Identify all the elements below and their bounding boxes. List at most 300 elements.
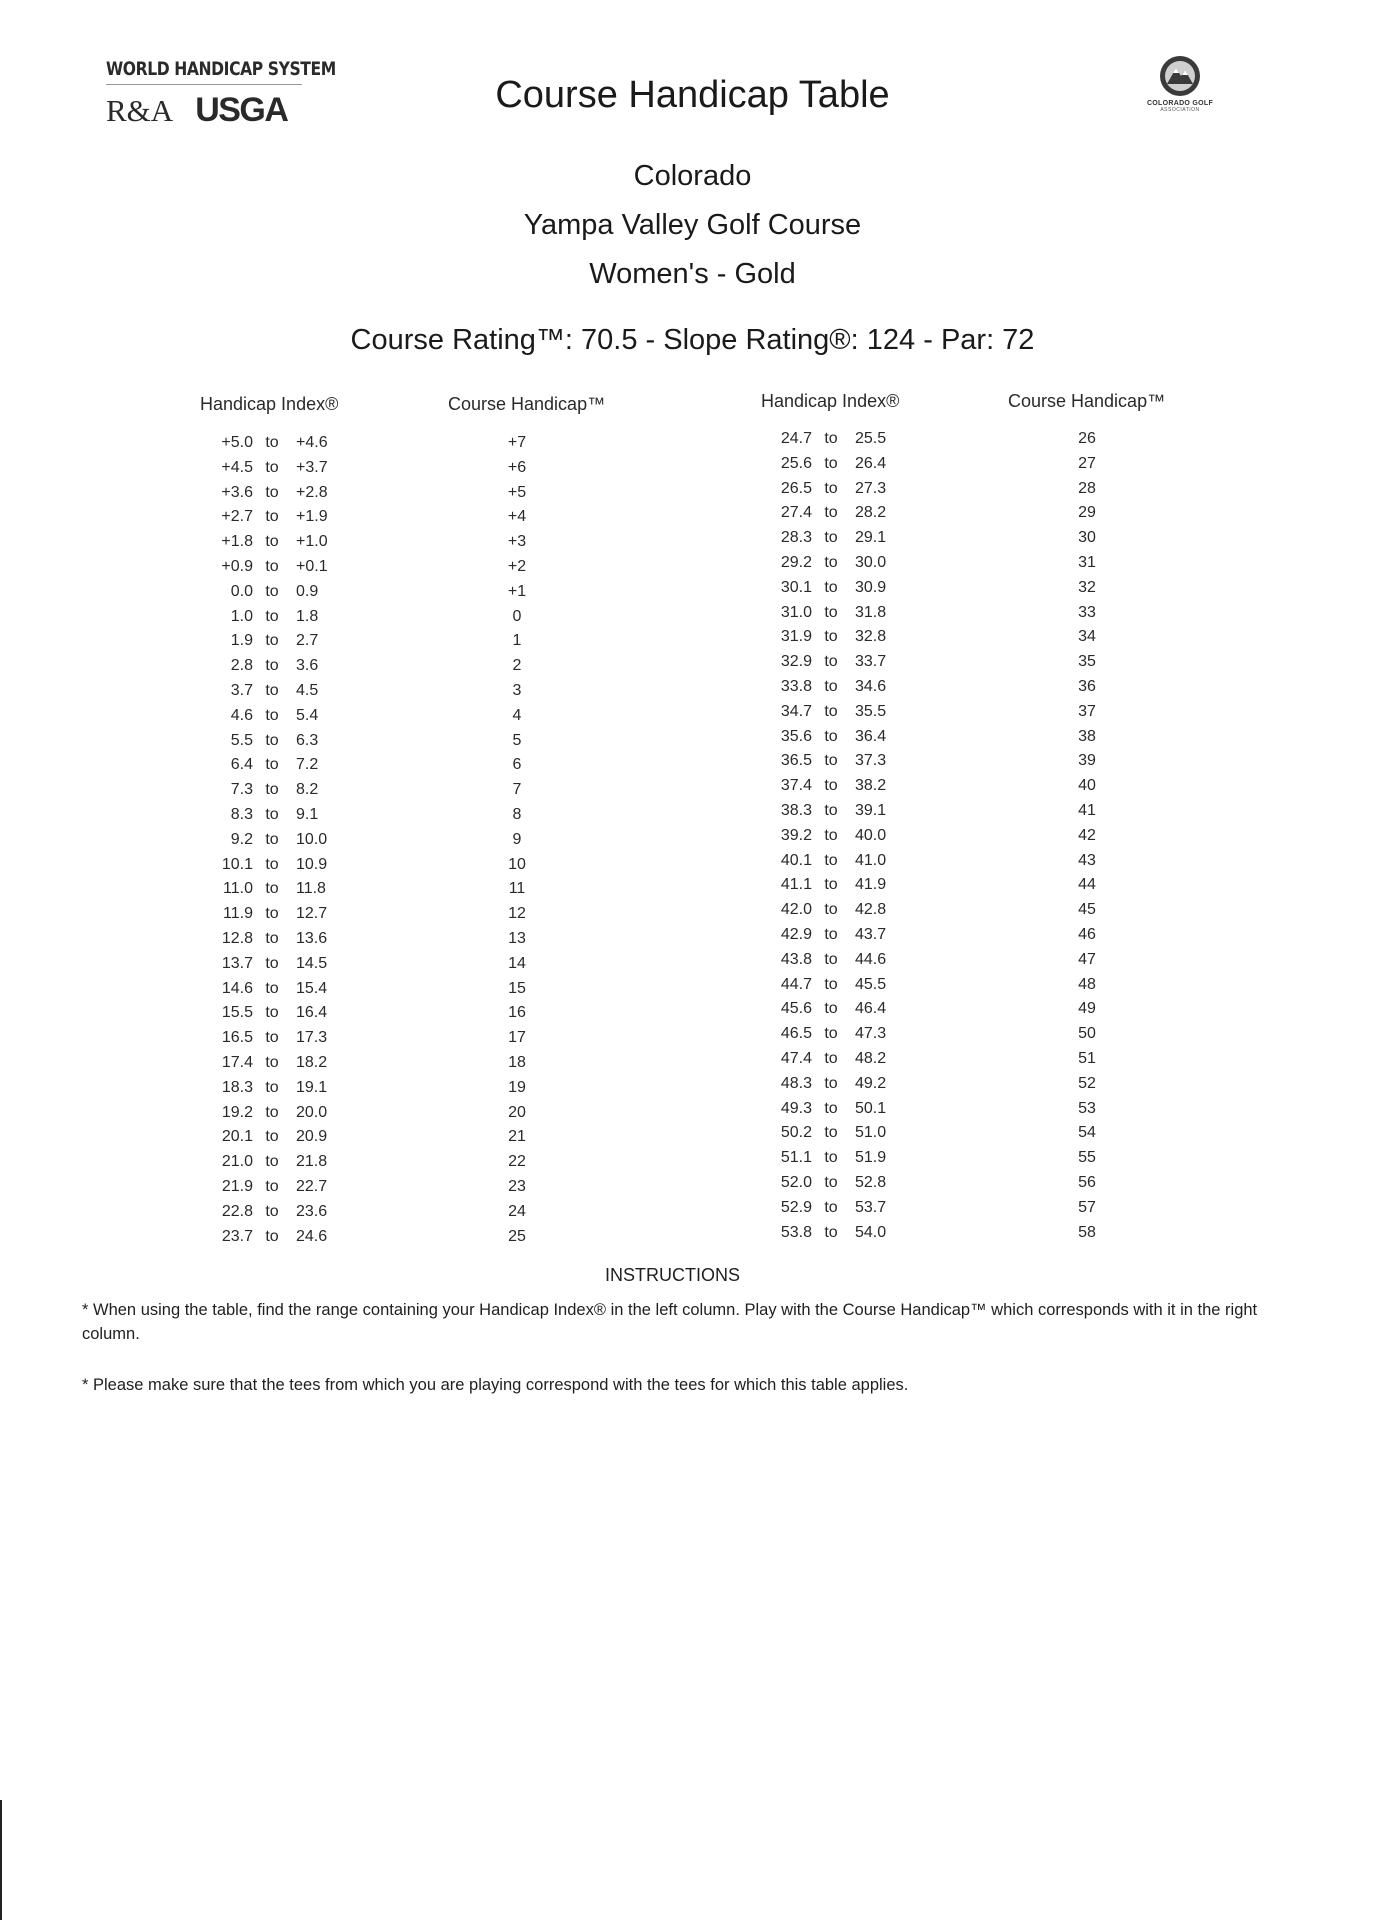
- index-to: 9.1: [296, 805, 319, 823]
- course-handicap: 36: [1078, 677, 1096, 695]
- index-to: +4.6: [296, 434, 328, 451]
- index-to: 49.2: [855, 1074, 887, 1092]
- range-separator: to: [824, 1173, 838, 1191]
- range-separator: to: [265, 607, 279, 625]
- table-row: [193, 1079, 613, 1104]
- index-to: 1.8: [296, 607, 319, 625]
- table-row: [752, 1124, 1172, 1149]
- index-to: 38.2: [855, 777, 887, 795]
- course-handicap: +4: [507, 508, 527, 526]
- course-handicap: 15: [508, 979, 526, 997]
- range-separator: to: [824, 479, 838, 497]
- range-separator: to: [265, 508, 279, 526]
- course-handicap: 16: [508, 1004, 526, 1022]
- index-from: 29.2: [780, 553, 812, 571]
- index-from: 26.5: [780, 479, 812, 497]
- index-from: 31.9: [780, 628, 812, 646]
- range-separator: to: [824, 430, 838, 447]
- course-handicap: 55: [1078, 1149, 1096, 1167]
- range-separator: to: [265, 1227, 279, 1245]
- ra-logo: R&A: [106, 93, 174, 128]
- table-row: [193, 508, 613, 533]
- course-handicap: 13: [508, 929, 526, 947]
- table-row: [193, 533, 613, 558]
- cga-name: COLORADO GOLF: [1146, 100, 1214, 107]
- table-row: [752, 852, 1172, 877]
- range-separator: to: [265, 905, 279, 923]
- table-row: [193, 1054, 613, 1079]
- table-row: [193, 806, 613, 831]
- course-handicap: 51: [1078, 1049, 1096, 1067]
- index-to: 43.7: [855, 925, 887, 943]
- index-from: 10.1: [221, 855, 253, 873]
- state-name: Colorado: [633, 160, 752, 192]
- range-separator: to: [824, 454, 838, 472]
- range-separator: to: [824, 1223, 838, 1241]
- index-to: 42.8: [855, 901, 887, 919]
- index-from: 36.5: [780, 752, 812, 770]
- index-to: +2.8: [296, 483, 328, 501]
- course-handicap: 42: [1078, 826, 1096, 844]
- index-from: 44.7: [780, 975, 812, 993]
- cga-sub: ASSOCIATION: [1160, 107, 1200, 113]
- table-row: [193, 1203, 613, 1228]
- scan-edge-mark: [0, 1800, 2, 1920]
- index-to: +1.0: [296, 533, 328, 551]
- course-handicap: +7: [507, 434, 527, 451]
- index-from: 0.0: [230, 582, 253, 600]
- course-handicap: 5: [512, 731, 522, 749]
- index-to: 39.1: [855, 801, 887, 819]
- range-separator: to: [824, 1000, 838, 1018]
- table-row: [193, 756, 613, 781]
- table-row: [193, 459, 613, 484]
- index-to: 28.2: [855, 504, 887, 522]
- range-separator: to: [265, 1029, 279, 1047]
- course-handicap: 1: [512, 632, 522, 650]
- range-separator: to: [265, 632, 279, 650]
- table-row: [752, 480, 1172, 505]
- range-separator: to: [265, 979, 279, 997]
- index-from: 16.5: [221, 1029, 253, 1047]
- index-from: 35.6: [780, 727, 812, 745]
- range-separator: to: [265, 434, 279, 451]
- course-handicap: 49: [1078, 1000, 1096, 1018]
- index-to: 11.8: [296, 880, 326, 898]
- index-from: 38.3: [780, 801, 812, 819]
- index-to: 46.4: [855, 1000, 887, 1018]
- index-to: 5.4: [296, 706, 319, 724]
- range-separator: to: [265, 929, 279, 947]
- table-row: [752, 1100, 1172, 1125]
- index-to: 10.9: [296, 855, 328, 873]
- course-handicap: 50: [1078, 1025, 1096, 1043]
- index-from: 30.1: [780, 578, 812, 596]
- index-to: 33.7: [855, 653, 887, 671]
- index-from: 14.6: [221, 979, 253, 997]
- table-row: [752, 777, 1172, 802]
- range-separator: to: [265, 582, 279, 600]
- index-to: 19.1: [296, 1078, 328, 1096]
- range-separator: to: [824, 1149, 838, 1167]
- index-from: 34.7: [780, 702, 812, 720]
- table-row: [752, 951, 1172, 976]
- table-row: [752, 1000, 1172, 1025]
- left-table: [193, 434, 613, 1252]
- table-row: [752, 529, 1172, 554]
- table-row: [752, 901, 1172, 926]
- index-to: 14.5: [296, 954, 328, 972]
- index-to: 10.0: [296, 830, 328, 848]
- table-row: [752, 1224, 1172, 1249]
- range-separator: to: [265, 855, 279, 873]
- table-row: [752, 728, 1172, 753]
- range-separator: to: [824, 777, 838, 795]
- range-separator: to: [824, 1124, 838, 1142]
- instruction-1: * When using the table, find the range containing your Handicap Index® in the left column. Play with the Course Handicap™ which corresponds with it in the right column.: [82, 1301, 1258, 1343]
- index-to: +3.7: [296, 458, 328, 476]
- range-separator: to: [824, 1198, 838, 1216]
- index-to: 34.6: [855, 677, 887, 695]
- index-to: 30.0: [855, 553, 887, 571]
- table-row: [752, 579, 1172, 604]
- course-handicap: 4: [512, 706, 522, 724]
- table-row: [193, 1178, 613, 1203]
- index-to: 8.2: [296, 781, 319, 799]
- index-to: 7.2: [296, 756, 319, 774]
- course-handicap: 7: [512, 781, 522, 799]
- index-from: 11.9: [223, 905, 253, 923]
- table-row: [193, 980, 613, 1005]
- course-handicap: 38: [1078, 727, 1096, 745]
- table-row: [193, 1153, 613, 1178]
- course-handicap: 27: [1078, 454, 1096, 472]
- range-separator: to: [265, 805, 279, 823]
- instruction-2: * Please make sure that the tees from which you are playing correspond with the tees for which this table applies.: [82, 1376, 909, 1394]
- index-to: 27.3: [855, 479, 887, 497]
- course-handicap: 48: [1078, 975, 1096, 993]
- range-separator: to: [824, 801, 838, 819]
- table-row: [193, 657, 613, 682]
- index-from: 28.3: [780, 529, 812, 547]
- range-separator: to: [824, 677, 838, 695]
- right-handicap-header: Course Handicap™: [1008, 391, 1166, 411]
- table-row: [752, 1075, 1172, 1100]
- index-to: 54.0: [855, 1223, 887, 1241]
- table-row: [752, 703, 1172, 728]
- table-row: [193, 632, 613, 657]
- index-to: 13.6: [296, 929, 328, 947]
- course-handicap: 46: [1078, 925, 1096, 943]
- index-from: 33.8: [780, 677, 812, 695]
- table-row: [193, 608, 613, 633]
- index-to: 25.5: [855, 430, 887, 447]
- table-row: [193, 583, 613, 608]
- table-row: [193, 1104, 613, 1129]
- index-from: 4.6: [230, 706, 253, 724]
- table-row: [752, 678, 1172, 703]
- range-separator: to: [824, 876, 838, 894]
- index-from: 25.6: [780, 454, 812, 472]
- index-from: 39.2: [780, 826, 812, 844]
- page-title: Course Handicap Table: [495, 74, 890, 116]
- table-row: [752, 1174, 1172, 1199]
- index-from: +0.9: [221, 557, 253, 575]
- index-to: 51.0: [855, 1124, 887, 1142]
- index-from: 1.9: [230, 632, 253, 650]
- index-to: 24.6: [296, 1227, 328, 1245]
- index-from: 12.8: [221, 929, 253, 947]
- index-from: 42.0: [780, 901, 812, 919]
- range-separator: to: [265, 1153, 279, 1171]
- course-handicap: +6: [507, 458, 527, 476]
- table-row: [193, 1029, 613, 1054]
- index-to: 6.3: [296, 731, 319, 749]
- index-from: +1.8: [221, 533, 253, 551]
- index-from: 49.3: [780, 1099, 812, 1117]
- index-from: 5.5: [230, 731, 253, 749]
- course-handicap: 3: [512, 681, 522, 699]
- index-to: 41.0: [855, 851, 887, 869]
- course-handicap: 11: [508, 880, 526, 898]
- range-separator: to: [265, 706, 279, 724]
- course-handicap: 40: [1078, 777, 1096, 795]
- table-row: [752, 802, 1172, 827]
- course-handicap: 8: [512, 805, 522, 823]
- index-to: 18.2: [296, 1053, 328, 1071]
- range-separator: to: [265, 1103, 279, 1121]
- index-to: 0.9: [296, 582, 319, 600]
- index-to: 44.6: [855, 950, 887, 968]
- course-handicap: 44: [1078, 876, 1096, 894]
- index-to: 52.8: [855, 1173, 887, 1191]
- index-to: 15.4: [296, 979, 328, 997]
- index-to: 45.5: [855, 975, 887, 993]
- course-handicap: 37: [1078, 702, 1096, 720]
- range-separator: to: [265, 1177, 279, 1195]
- index-to: 3.6: [296, 657, 319, 675]
- index-from: 21.9: [221, 1177, 253, 1195]
- range-separator: to: [265, 880, 279, 898]
- range-separator: to: [265, 657, 279, 675]
- index-from: 37.4: [780, 777, 812, 795]
- index-to: 20.9: [296, 1128, 328, 1146]
- index-to: 16.4: [296, 1004, 328, 1022]
- index-from: 18.3: [221, 1078, 253, 1096]
- index-to: 12.7: [296, 905, 328, 923]
- index-from: 15.5: [221, 1004, 253, 1022]
- course-handicap: 14: [508, 954, 526, 972]
- index-to: 20.0: [296, 1103, 328, 1121]
- range-separator: to: [265, 954, 279, 972]
- course-handicap: 52: [1078, 1074, 1096, 1092]
- index-from: 21.0: [221, 1153, 253, 1171]
- range-separator: to: [824, 826, 838, 844]
- table-row: [193, 1004, 613, 1029]
- range-separator: to: [265, 781, 279, 799]
- course-handicap: 28: [1078, 479, 1096, 497]
- course-handicap: 45: [1078, 901, 1096, 919]
- index-from: 43.8: [780, 950, 812, 968]
- table-row: [752, 504, 1172, 529]
- course-handicap: +2: [507, 557, 527, 575]
- index-to: 37.3: [855, 752, 887, 770]
- course-handicap: 26: [1078, 430, 1096, 447]
- table-row: [752, 1149, 1172, 1174]
- index-to: 31.8: [855, 603, 887, 621]
- index-from: 6.4: [230, 756, 253, 774]
- course-name: Yampa Valley Golf Course: [523, 209, 862, 241]
- range-separator: to: [824, 727, 838, 745]
- table-row: [193, 856, 613, 881]
- left-index-header: Handicap Index®: [200, 394, 339, 414]
- table-row: [752, 430, 1172, 455]
- index-from: 27.4: [780, 504, 812, 522]
- index-to: 23.6: [296, 1202, 328, 1220]
- index-from: 24.7: [780, 430, 812, 447]
- course-handicap: 58: [1078, 1223, 1096, 1241]
- range-separator: to: [265, 756, 279, 774]
- course-handicap: 32: [1078, 578, 1096, 596]
- table-row: [752, 1025, 1172, 1050]
- tee-name: Women's - Gold: [589, 258, 796, 290]
- index-from: 50.2: [780, 1124, 812, 1142]
- range-separator: to: [824, 901, 838, 919]
- course-handicap: +3: [507, 533, 527, 551]
- range-separator: to: [824, 1074, 838, 1092]
- index-from: 23.7: [221, 1227, 253, 1245]
- course-handicap: 31: [1078, 553, 1096, 571]
- course-handicap: 18: [508, 1053, 526, 1071]
- range-separator: to: [265, 1128, 279, 1146]
- table-row: [193, 732, 613, 757]
- left-handicap-header: Course Handicap™: [448, 394, 606, 414]
- course-handicap: 2: [512, 657, 522, 675]
- table-row: [752, 827, 1172, 852]
- range-separator: to: [265, 1078, 279, 1096]
- index-from: 13.7: [221, 954, 253, 972]
- range-separator: to: [265, 533, 279, 551]
- range-separator: to: [824, 702, 838, 720]
- course-handicap: 39: [1078, 752, 1096, 770]
- index-to: 53.7: [855, 1198, 887, 1216]
- index-from: 53.8: [780, 1223, 812, 1241]
- index-to: 4.5: [296, 681, 319, 699]
- index-from: 31.0: [780, 603, 812, 621]
- index-to: 26.4: [855, 454, 887, 472]
- course-handicap: 25: [508, 1227, 526, 1245]
- course-handicap: +1: [507, 582, 527, 600]
- index-from: 11.0: [223, 880, 253, 898]
- index-to: 40.0: [855, 826, 887, 844]
- index-to: 36.4: [855, 727, 887, 745]
- table-row: [193, 707, 613, 732]
- table-row: [752, 1199, 1172, 1224]
- range-separator: to: [824, 851, 838, 869]
- table-row: [193, 880, 613, 905]
- table-row: [752, 1050, 1172, 1075]
- index-from: +3.6: [221, 483, 253, 501]
- index-to: 41.9: [855, 876, 887, 894]
- table-row: [752, 554, 1172, 579]
- course-handicap: 34: [1078, 628, 1096, 646]
- index-from: 9.2: [230, 830, 253, 848]
- range-separator: to: [824, 529, 838, 547]
- table-row: [752, 926, 1172, 951]
- index-to: 50.1: [855, 1099, 887, 1117]
- index-from: +4.5: [221, 458, 253, 476]
- index-from: +5.0: [221, 434, 253, 451]
- index-from: 48.3: [780, 1074, 812, 1092]
- index-to: 21.8: [296, 1153, 328, 1171]
- index-from: 47.4: [780, 1049, 812, 1067]
- range-separator: to: [265, 1202, 279, 1220]
- right-table: [752, 430, 1172, 1248]
- index-from: 52.0: [780, 1173, 812, 1191]
- range-separator: to: [265, 1053, 279, 1071]
- table-row: [193, 930, 613, 955]
- index-to: 22.7: [296, 1177, 328, 1195]
- range-separator: to: [824, 553, 838, 571]
- index-from: +2.7: [221, 508, 253, 526]
- index-from: 7.3: [230, 781, 253, 799]
- index-from: 45.6: [780, 1000, 812, 1018]
- index-to: 30.9: [855, 578, 887, 596]
- table-row: [752, 876, 1172, 901]
- course-handicap: 6: [512, 756, 522, 774]
- index-from: 19.2: [221, 1103, 253, 1121]
- table-row: [752, 628, 1172, 653]
- index-from: 46.5: [780, 1025, 812, 1043]
- index-from: 1.0: [230, 607, 253, 625]
- range-separator: to: [265, 1004, 279, 1022]
- index-from: 32.9: [780, 653, 812, 671]
- range-separator: to: [824, 603, 838, 621]
- range-separator: to: [265, 458, 279, 476]
- range-separator: to: [824, 1025, 838, 1043]
- range-separator: to: [824, 504, 838, 522]
- index-from: 2.8: [230, 657, 253, 675]
- range-separator: to: [824, 975, 838, 993]
- table-row: [752, 752, 1172, 777]
- range-separator: to: [824, 1049, 838, 1067]
- course-handicap: 21: [508, 1128, 526, 1146]
- instructions-heading: INSTRUCTIONS: [605, 1265, 740, 1285]
- course-handicap: 56: [1078, 1173, 1096, 1191]
- range-separator: to: [265, 557, 279, 575]
- course-handicap: 0: [512, 607, 522, 625]
- course-handicap: 53: [1078, 1099, 1096, 1117]
- range-separator: to: [824, 752, 838, 770]
- index-to: +0.1: [296, 557, 328, 575]
- course-handicap: 19: [508, 1078, 526, 1096]
- index-from: 40.1: [780, 851, 812, 869]
- course-handicap: 30: [1078, 529, 1096, 547]
- course-handicap: 17: [508, 1029, 526, 1047]
- range-separator: to: [824, 653, 838, 671]
- index-from: 17.4: [221, 1053, 253, 1071]
- usga-logo: USGA: [195, 91, 288, 129]
- course-handicap: 41: [1078, 801, 1096, 819]
- index-from: 8.3: [230, 805, 253, 823]
- table-row: [193, 781, 613, 806]
- course-handicap: 22: [508, 1153, 526, 1171]
- course-handicap: 9: [512, 830, 522, 848]
- course-handicap: 47: [1078, 950, 1096, 968]
- right-index-header: Handicap Index®: [761, 391, 900, 411]
- table-row: [193, 1228, 613, 1253]
- index-to: 2.7: [296, 632, 319, 650]
